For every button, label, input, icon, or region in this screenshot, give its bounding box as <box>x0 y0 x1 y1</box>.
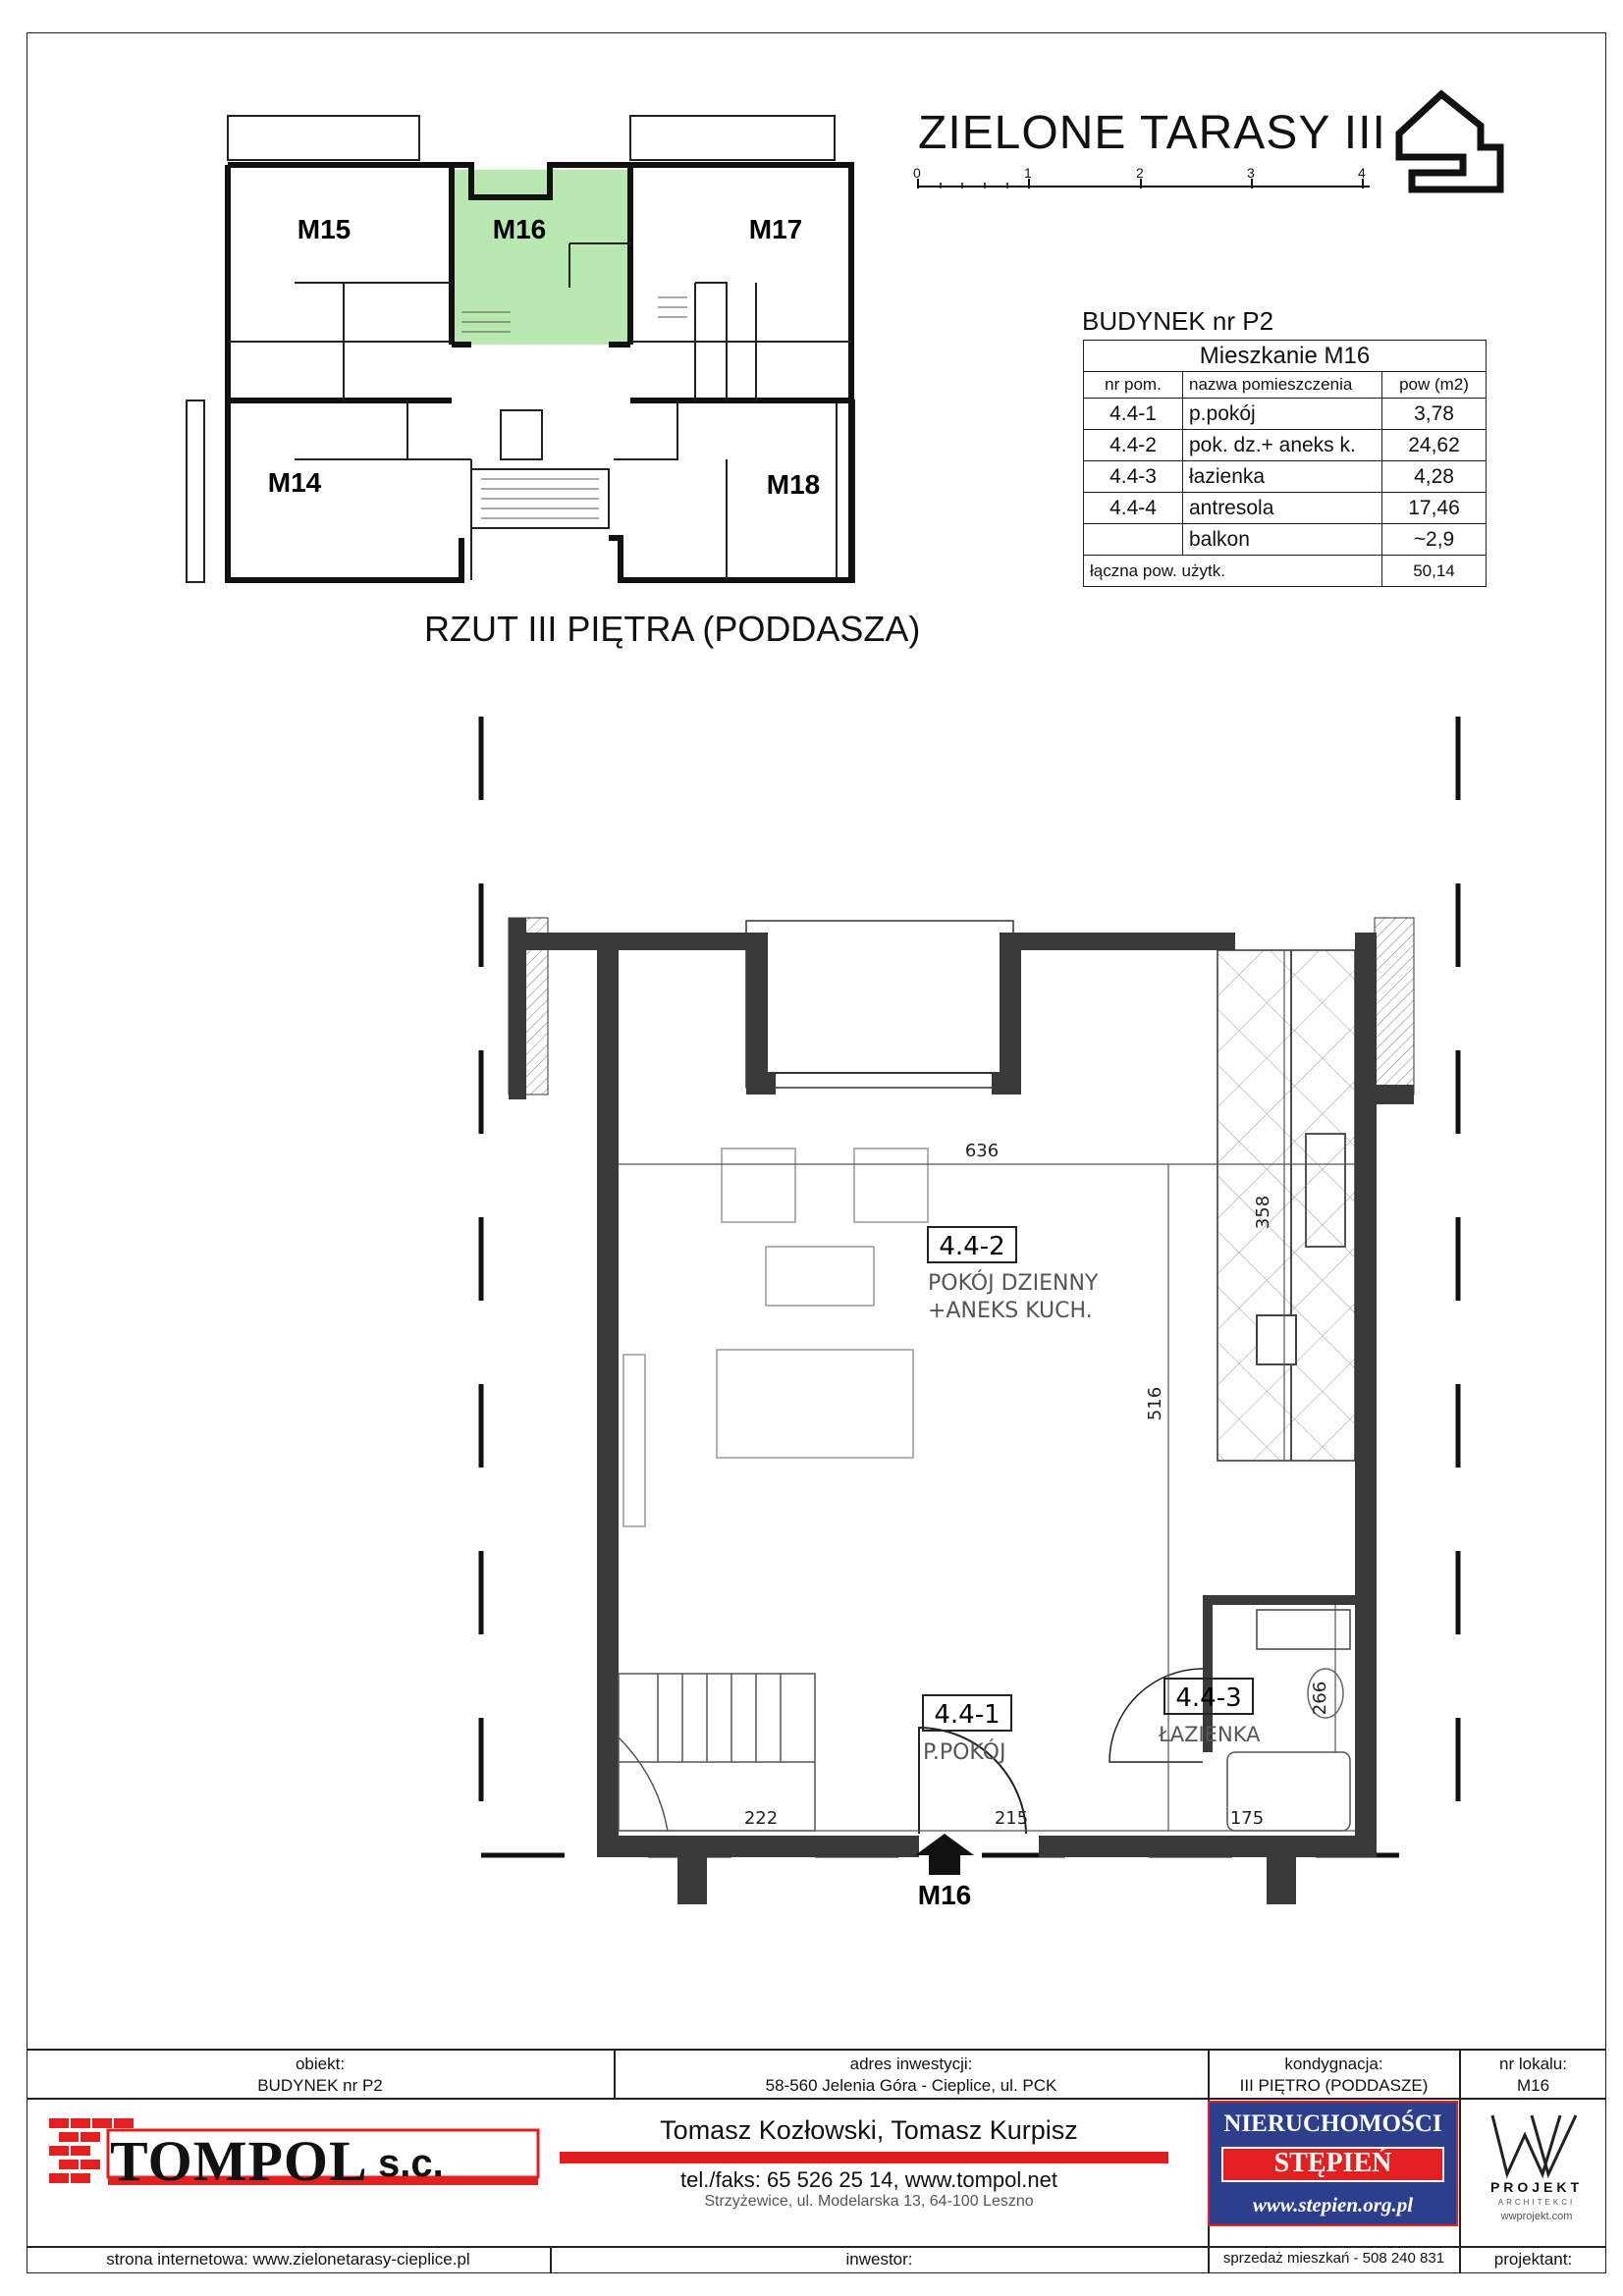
room-name: balkon <box>1183 524 1382 556</box>
obiekt-label: obiekt: <box>295 2055 346 2073</box>
arch-url: wwprojekt.com <box>1500 2211 1573 2222</box>
arch-line1: PROJEKT <box>1489 2179 1584 2195</box>
col-header: nazwa pomieszczenia <box>1183 372 1382 399</box>
owners-names: Tomasz Kozłowski, Tomasz Kurpisz <box>660 2115 1078 2145</box>
architect-logo <box>1478 2110 1596 2233</box>
total-label: łączna pow. użytk. <box>1084 556 1382 587</box>
room-number: 4.4-1 <box>1084 399 1183 430</box>
table-row <box>1084 493 1487 524</box>
floor-plan-title: RZUT III PIĘTRA (PODDASZA) <box>424 609 921 649</box>
room-name: łazienka <box>1183 461 1382 493</box>
dimension-label: 222 <box>743 1808 779 1829</box>
company-address: Strzyżewice, ul. Modelarska 13, 64-100 Leszno <box>704 2193 1034 2210</box>
sales-contact: sprzedaż mieszkań - 508 240 831 <box>1222 2250 1445 2267</box>
kondygnacja-label: kondygnacja: <box>1284 2055 1383 2073</box>
tompol-logo <box>49 2110 540 2199</box>
dimension-label: 175 <box>1229 1808 1265 1829</box>
total-row <box>1084 556 1487 587</box>
rooms-table <box>1083 340 1487 587</box>
entrance-arrow-icon <box>915 1834 974 1875</box>
room-area: 17,46 <box>1382 493 1487 524</box>
floor-key-plan <box>177 116 869 592</box>
entrance-label: M16 <box>917 1880 972 1910</box>
room-code: 4.4-3 <box>1175 1683 1242 1713</box>
apartment-header: Mieszkanie M16 <box>1084 341 1487 372</box>
lokal-value: M16 <box>1516 2076 1550 2095</box>
room-number: 4.4-4 <box>1084 493 1183 524</box>
apartment-floor-plan <box>461 697 1492 1910</box>
unit-label: M14 <box>267 467 322 498</box>
scale-tick-label: 2 <box>1136 165 1144 181</box>
room-name: P.POKÓJ <box>923 1740 1006 1765</box>
room-name: antresola <box>1183 493 1382 524</box>
company-name: TOMPOL <box>110 2129 368 2193</box>
project-title: ZIELONE TARASY III <box>918 107 1386 159</box>
dimension-label: 215 <box>994 1808 1029 1829</box>
table-row <box>1084 524 1487 556</box>
unit-label: M17 <box>748 214 803 244</box>
room-name: POKÓJ DZIENNY <box>928 1271 1099 1296</box>
house-logo-icon <box>1394 86 1507 194</box>
company-suffix: s.c. <box>378 2142 444 2185</box>
dimension-label: 358 <box>1253 1195 1273 1230</box>
room-name: +ANEKS KUCH. <box>928 1299 1093 1323</box>
table-row <box>1084 461 1487 493</box>
obiekt-value: BUDYNEK nr P2 <box>257 2076 383 2095</box>
col-header: nr pom. <box>1084 372 1183 399</box>
unit-label: M16 <box>492 214 547 244</box>
room-name: p.pokój <box>1183 399 1382 430</box>
unit-label: M18 <box>766 469 821 500</box>
room-area: 3,78 <box>1382 399 1487 430</box>
room-area: 24,62 <box>1382 430 1487 461</box>
scale-tick-label: 4 <box>1358 165 1366 181</box>
lokal-label: nr lokalu: <box>1499 2055 1567 2073</box>
company-contact: tel./faks: 65 526 25 14, www.tompol.net <box>679 2167 1057 2192</box>
dimension-label: 636 <box>964 1141 1000 1161</box>
scale-tick-label: 1 <box>1024 165 1032 181</box>
col-header: pow (m2) <box>1382 372 1487 399</box>
wv-logo-icon <box>1478 2110 1596 2179</box>
agency-url: www.stepien.org.pl <box>1252 2193 1414 2216</box>
total-value: 50,14 <box>1382 556 1487 587</box>
footer-divider <box>27 2049 1606 2051</box>
scale-tick-label: 3 <box>1247 165 1255 181</box>
designer-label: projektant: <box>1493 2250 1573 2269</box>
room-code: 4.4-1 <box>934 1700 1001 1730</box>
dimension-label: 516 <box>1145 1386 1165 1421</box>
room-number: 4.4-3 <box>1084 461 1183 493</box>
room-code: 4.4-2 <box>939 1232 1005 1261</box>
scale-bar <box>913 165 1375 194</box>
adres-label: adres inwestycji: <box>849 2055 973 2073</box>
room-number: 4.4-2 <box>1084 430 1183 461</box>
building-label: BUDYNEK nr P2 <box>1082 306 1274 336</box>
room-number <box>1084 524 1183 556</box>
room-name: pok. dz.+ aneks k. <box>1183 430 1382 461</box>
footer-divider <box>27 2246 1606 2248</box>
room-area: 4,28 <box>1382 461 1487 493</box>
adres-value: 58-560 Jelenia Góra - Cieplice, ul. PCK <box>765 2076 1057 2095</box>
agency-line2: STĘPIEŃ <box>1273 2148 1392 2178</box>
red-accent-bar <box>560 2152 1168 2163</box>
dimension-label: 266 <box>1310 1681 1330 1716</box>
agency-line1: NIERUCHOMOŚCI <box>1223 2110 1442 2137</box>
website-link: strona internetowa: www.zielonetarasy-cieplice.pl <box>106 2250 470 2269</box>
scale-tick-label: 0 <box>913 165 921 181</box>
table-row <box>1084 399 1487 430</box>
investor-label: inwestor: <box>845 2250 913 2269</box>
footer-divider <box>27 2098 1606 2100</box>
table-row <box>1084 430 1487 461</box>
unit-label: M15 <box>297 214 352 244</box>
arch-line2: ARCHITEKCI <box>1497 2198 1576 2207</box>
room-name: ŁAZIENKA <box>1159 1723 1261 1746</box>
agency-logo <box>1208 2101 1458 2226</box>
kondygnacja-value: III PIĘTRO (PODDASZE) <box>1239 2076 1429 2095</box>
room-area: ~2,9 <box>1382 524 1487 556</box>
